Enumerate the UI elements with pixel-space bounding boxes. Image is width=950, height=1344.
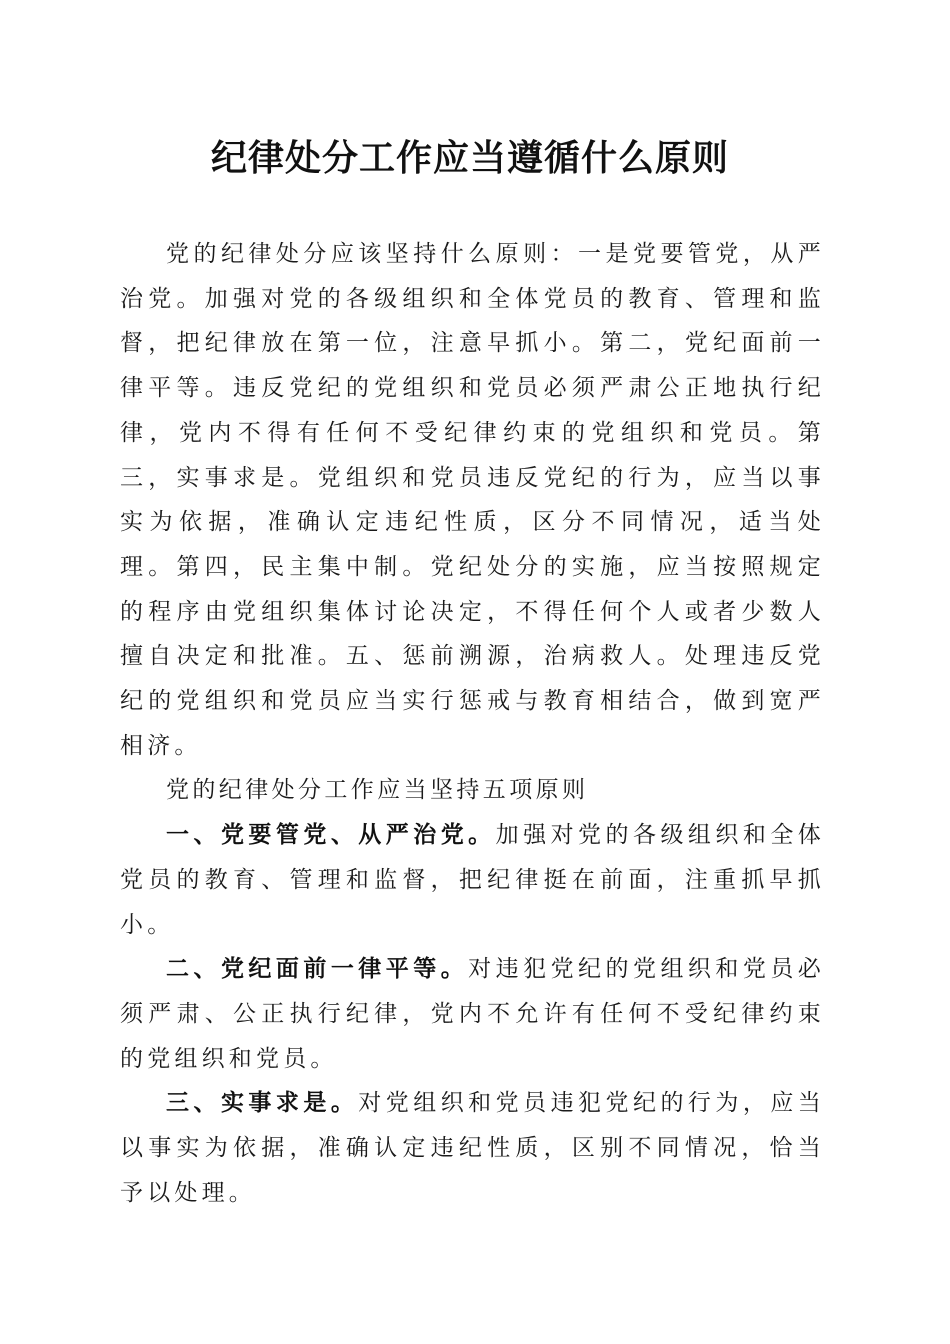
intro-paragraph: 党的纪律处分应该坚持什么原则：一是党要管党，从严治党。加强对党的各级组织和全体党员的教育、管理和监督，把纪律放在第一位，注意早抓小。第二，党纪面前一律平等。违反党纪的党组织和党员必须严肃公正地执行纪律，党内不得有任何不受纪律约束的党组织和党员。第三，实事求是。党组织和党员违反党纪的行为，应当以事实为依据，准确认定违纪性质，区分不同情况，适当处理。第四，民主集中制。党纪处分的实施，应当按照规定的程序由党组织集体讨论决定，不得任何个人或者少数人擅自决定和批准。五、惩前溯源，治病救人。处理违反党纪的党组织和党员应当实行惩戒与教育相结合，做到宽严相济。	[120, 241, 825, 759]
principle-text-3: 对党组织和党员违犯党纪的行为，应当以事实为依据，准确认定违纪性质，区别不同情况，恰当予以处理。	[120, 1090, 826, 1206]
principle-lead-2: 二、党纪面前一律平等。	[166, 956, 469, 983]
section-subheading: 党的纪律处分工作应当坚持五项原则	[166, 777, 589, 804]
principle-lead-3: 三、实事求是。	[166, 1090, 359, 1117]
principle-text-1: 加强对党的各级组织和全体党员的教育、管理和监督，把纪律挺在前面，注重抓早抓小。	[120, 822, 825, 938]
principle-paragraph-1	[120, 813, 825, 947]
principle-text-2: 对违犯党纪的党组织和党员必须严肃、公正执行纪律，党内不允许有任何不受纪律约束的党组织和党员。	[120, 956, 826, 1072]
principle-paragraph-3	[120, 1081, 825, 1215]
principle-lead-1: 一、党要管党、从严治党。	[166, 822, 496, 849]
document-body	[120, 232, 825, 1215]
document-title: 纪律处分工作应当遵循什么原则	[210, 137, 729, 179]
principle-paragraph-2	[120, 947, 825, 1081]
